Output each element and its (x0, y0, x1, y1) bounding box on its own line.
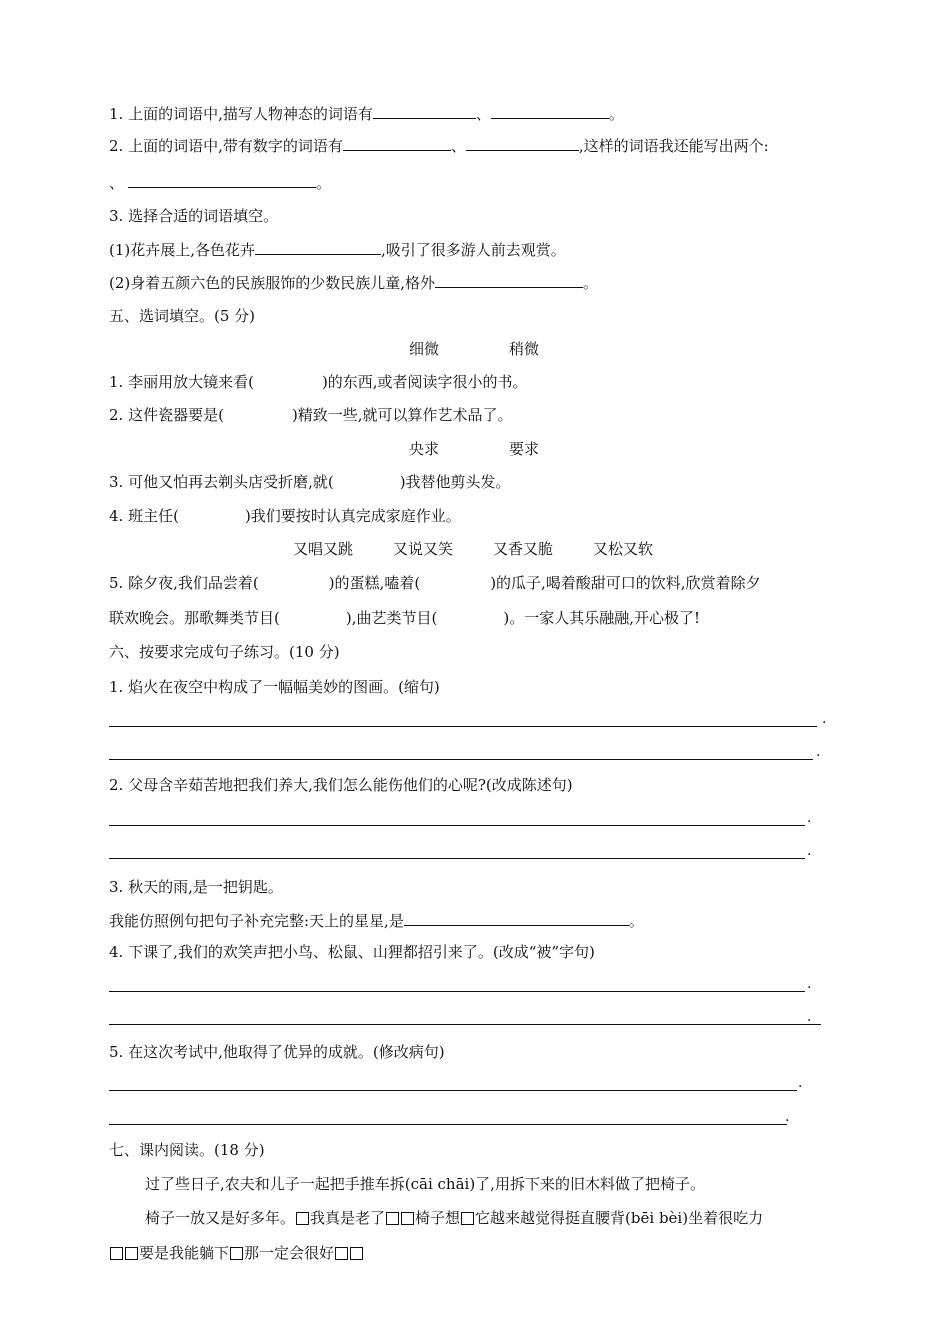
word-options-a (409, 339, 539, 359)
word-option: 又松又软 (593, 540, 654, 558)
q4-item3-2: (2)身着五颜六色的民族服饰的少数民族儿童,格外 。 (109, 274, 599, 292)
word-option: 又香又脆 (493, 540, 554, 558)
punctuation-box[interactable] (461, 1212, 474, 1225)
q5-sentence-2: 2. 这件瓷器要是( )精致一些,就可以算作艺术品了。 (109, 406, 513, 424)
answer-line[interactable] (109, 1090, 797, 1091)
line-end-dot: . (798, 1075, 803, 1091)
answer-line[interactable] (109, 759, 813, 760)
answer-blank[interactable] (373, 103, 476, 119)
punctuation-box[interactable] (401, 1212, 414, 1225)
section-5-heading: 五、选词填空。(5 分) (109, 307, 256, 325)
answer-line[interactable] (109, 1124, 787, 1125)
answer-blank[interactable] (435, 272, 583, 288)
answer-line[interactable] (109, 1024, 821, 1025)
punctuation-box[interactable] (296, 1212, 309, 1225)
punctuation-box[interactable] (125, 1247, 138, 1260)
punctuation-box[interactable] (335, 1247, 348, 1260)
section-6-heading: 六、按要求完成句子练习。(10 分) (109, 643, 340, 661)
q6-sentence-5: 5. 在这次考试中,他取得了优异的成就。(修改病句) (109, 1043, 445, 1061)
reading-paragraph-1: 过了些日子,农夫和儿子一起把手推车拆(cāi chāi)了,用拆下来的旧木料做了把椅子。 (145, 1175, 705, 1193)
line-end-dot: . (807, 843, 812, 859)
word-option: 细微 (409, 340, 440, 358)
q4-item3-title: 3. 选择合适的词语填空。 (109, 207, 279, 225)
answer-blank[interactable] (404, 910, 629, 926)
line-end-dot: . (807, 976, 812, 992)
q4-item2: 2. 上面的词语中,带有数字的词语有 、 ,这样的词语我还能写出两个: (109, 137, 769, 155)
answer-line[interactable] (109, 726, 817, 727)
section-7-heading: 七、课内阅读。(18 分) (109, 1141, 265, 1159)
q6-sentence-3: 3. 秋天的雨,是一把钥匙。 (109, 878, 283, 896)
q6-sentence-2: 2. 父母含辛茹苦地把我们养大,我们怎么能伤他们的心呢?(改成陈述句) (109, 776, 573, 794)
answer-blank[interactable] (466, 135, 579, 151)
q6-sentence-4: 4. 下课了,我们的欢笑声把小鸟、松鼠、山狸都招引来了。(改成“被”字句) (109, 943, 595, 961)
reading-paragraph-2-cont: 要是我能躺下 那一定会很好 (109, 1243, 364, 1263)
word-option: 稍微 (509, 340, 540, 358)
word-option: 央求 (409, 440, 440, 458)
word-option: 要求 (509, 440, 540, 458)
punctuation-box[interactable] (350, 1247, 363, 1260)
line-end-dot: . (816, 744, 821, 760)
answer-line[interactable] (109, 991, 805, 992)
word-options-c (293, 539, 653, 559)
q6-sentence-3-prompt: 我能仿照例句把句子补充完整:天上的星星,是 。 (109, 912, 644, 930)
line-end-dot: . (807, 810, 812, 826)
word-options-b (409, 439, 539, 459)
punctuation-box[interactable] (386, 1212, 399, 1225)
answer-blank[interactable] (255, 239, 381, 255)
punctuation-box[interactable] (230, 1247, 243, 1260)
reading-paragraph-2: 椅子一放又是好多年。 我真是老了 椅子想 它越来越觉得挺直腰背(bēi bèi)坐着很吃力 (145, 1209, 764, 1227)
answer-line[interactable] (109, 858, 805, 859)
q5-sentence-5-cont: 联欢晚会。那歌舞类节目( ),曲艺类节目( )。一家人其乐融融,开心极了! (109, 609, 700, 627)
answer-blank[interactable] (343, 135, 451, 151)
line-end-dot: . (807, 1009, 812, 1025)
line-end-dot: . (785, 1109, 790, 1125)
q5-sentence-3: 3. 可他又怕再去剃头店受折磨,就( )我替他剪头发。 (109, 473, 511, 491)
q4-item2-cont: 、 。 (109, 174, 332, 192)
answer-line[interactable] (109, 825, 805, 826)
word-option: 又说又笑 (393, 540, 454, 558)
line-end-dot: . (822, 711, 827, 727)
answer-blank[interactable] (491, 103, 609, 119)
q5-sentence-5: 5. 除夕夜,我们品尝着( )的蛋糕,嗑着( )的瓜子,喝着酸甜可口的饮料,欣赏着除夕 (109, 574, 761, 592)
q4-item1: 1. 上面的词语中,描写人物神态的词语有 、 。 (109, 105, 624, 123)
q5-sentence-4: 4. 班主任( )我们要按时认真完成家庭作业。 (109, 507, 461, 525)
word-option: 又唱又跳 (293, 540, 354, 558)
punctuation-box[interactable] (110, 1247, 123, 1260)
q5-sentence-1: 1. 李丽用放大镜来看( )的东西,或者阅读字很小的书。 (109, 373, 528, 391)
q6-sentence-1: 1. 焰火在夜空中构成了一幅幅美妙的图画。(缩句) (109, 678, 440, 696)
answer-blank[interactable] (128, 172, 316, 188)
q4-item3-1: (1)花卉展上,各色花卉 ,吸引了很多游人前去观赏。 (109, 241, 566, 259)
